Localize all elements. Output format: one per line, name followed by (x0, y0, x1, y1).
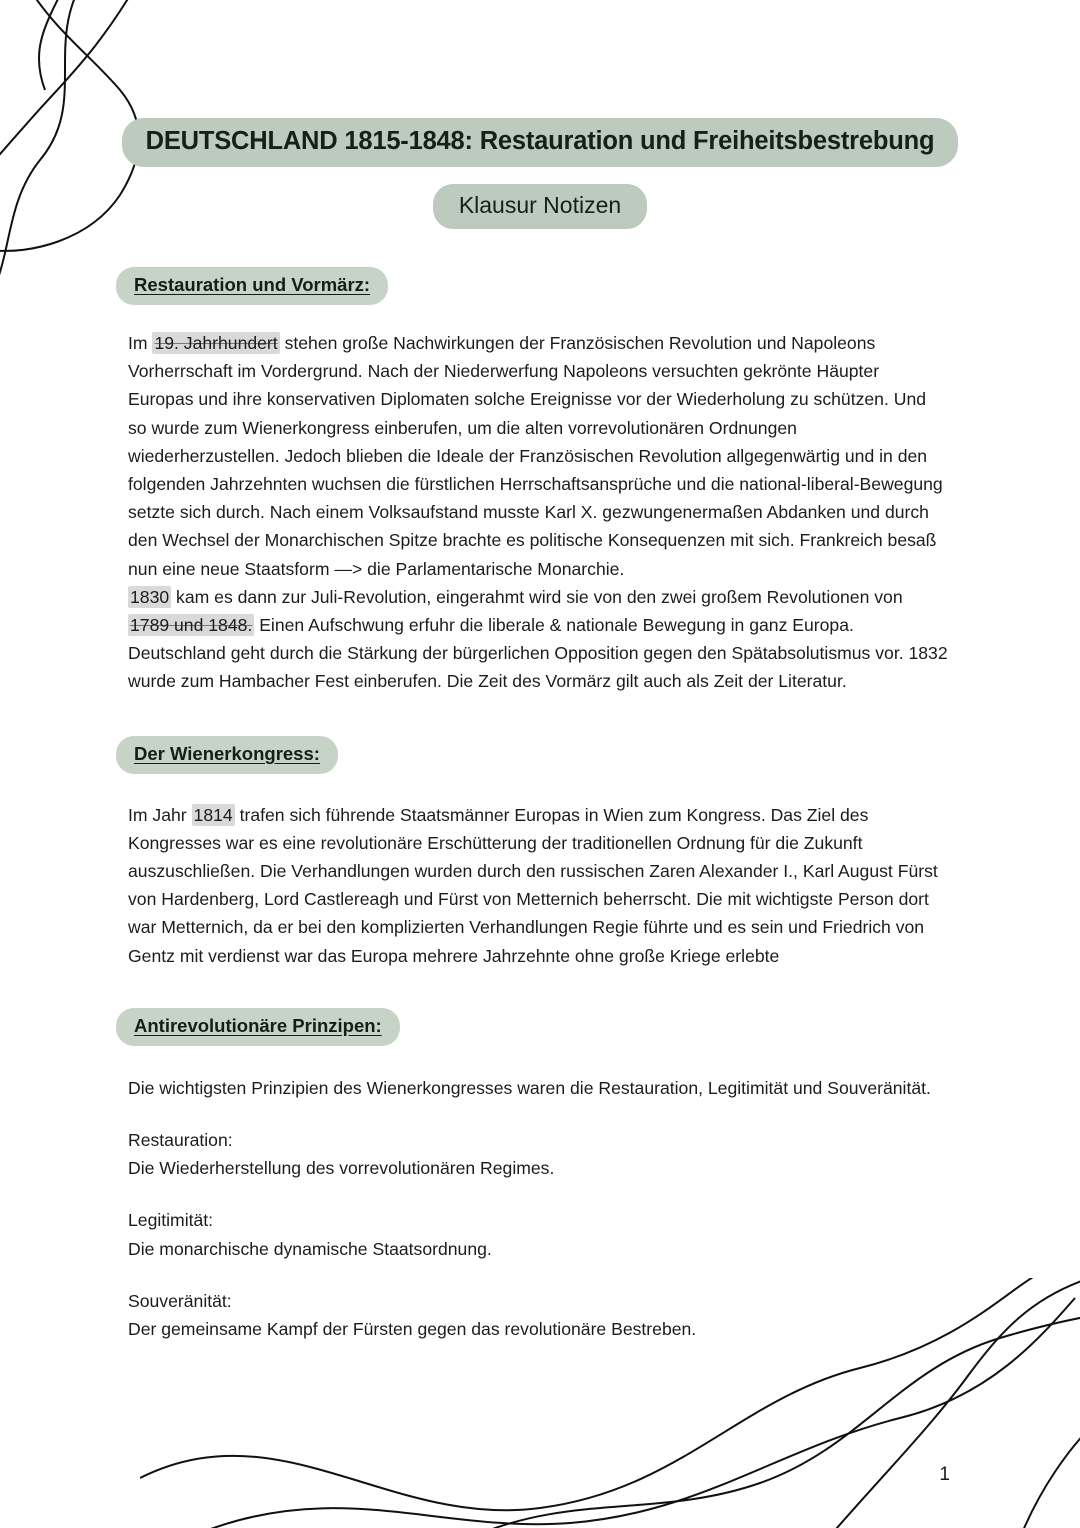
principle-restauration (128, 1126, 948, 1182)
highlight-1830: 1830 (130, 586, 170, 607)
principle-label: Legitimität: (128, 1210, 214, 1231)
page-number: 1 (939, 1464, 950, 1485)
paragraph-text-mid: kam es dann zur Juli-Revolution, eingerahmt wird sie von den zwei großem Revolutionen von (171, 586, 903, 607)
principle-souveraenitaet (128, 1287, 948, 1343)
paragraph-text-post: stehen große Nachwirkungen der Französischen Revolution und Napoleons Vorherrschaft im Vordergrund. Nach der Niederwerfung Napoleons versuchten gekrönte Häupter Europas und ihre konservativen Diplomaten solche Ereignisse vor der Wiederholung zu schützen. Und so wurde zum Wienerkongress einberufen, um die alten vorrevolutionären Ordnungen wiederherzustellen. Jedoch blieben die Ideale der Französischen Revolution allgegenwärtig und in den folgenden Jahrzehnten wuchsen die fürstlichen Herrschaftsansprüche und die national-liberal-Bewegung setzte sich durch. Nach einem Volksaufstand musste Karl X. gezwungenermaßen Abdanken und durch den Wechsel der Monarchischen Spitze brachte es politische Konsequenzen mit sich. Frankreich besaß nun eine neue Staatsform —> die Parlamentarische Monarchie. (128, 333, 943, 579)
section-heading-row-3 (116, 1008, 1080, 1046)
section-heading-restauration-vormaerz: Restauration und Vormärz: (116, 267, 388, 305)
paragraph-text-pre: Im (128, 333, 153, 353)
highlight-19-jahrhundert: 19. Jahrhundert (154, 333, 278, 353)
section-heading-wienerkongress: Der Wienerkongress: (116, 736, 338, 774)
section-3-intro: Die wichtigsten Prinzipien des Wienerkongresses waren die Restauration, Legitimität und Souveränität. (128, 1077, 931, 1098)
section-1-paragraph-2 (128, 583, 948, 696)
highlight-1814: 1814 (193, 804, 233, 825)
principle-label: Souveränität: (128, 1290, 232, 1311)
principle-label: Restauration: (128, 1130, 233, 1151)
page-subtitle: Klausur Notizen (433, 184, 647, 229)
subtitle-row (0, 184, 1080, 229)
section-heading-antirevolutionaere-prinzipen: Antirevolutionäre Prinzipen: (116, 1008, 400, 1046)
page-title: DEUTSCHLAND 1815-1848: Restauration und Freiheitsbestrebung (122, 118, 959, 167)
section-1-paragraph-1 (128, 329, 948, 583)
principle-text: Der gemeinsame Kampf der Fürsten gegen das revolutionäre Bestreben. (128, 1319, 697, 1340)
title-row (0, 118, 1080, 167)
highlight-1789-1848: 1789 und 1848. (130, 615, 253, 636)
section-heading-row-2 (116, 736, 1080, 774)
section-heading-row-1 (116, 267, 1080, 305)
principle-text: Die Wiederherstellung des vorrevolutionären Regimes. (128, 1158, 555, 1179)
section-2-paragraph (128, 801, 948, 970)
paragraph-text-pre: Im Jahr (128, 804, 192, 825)
principle-legitimitaet (128, 1206, 948, 1262)
paragraph-text-tail: Einen Aufschwung erfuhr die liberale & nationale Bewegung in ganz Europa. Deutschland geht durch die Stärkung der bürgerlichen Opposition gegen den Spätabsolutismus vor. 1832 wurde zum Hambacher Fest einberufen. Die Zeit des Vormärz gilt auch als Zeit der Literatur. (128, 615, 948, 692)
paragraph-text-post: trafen sich führende Staatsmänner Europas in Wien zum Kongress. Das Ziel des Kongresses war es eine revolutionäre Erschütterung der traditionellen Ordnung für die Zukunft auszuschließen. Die Verhandlungen wurden durch den russischen Zaren Alexander I., Karl August Fürst von Hardenberg, Lord Castlereagh und Fürst von Metternich beherrscht. Die mit wichtigste Person dort war Metternich, da er bei den komplizierten Verhandlungen Regie führte und es sein und Friedrich von Gentz mit verdienst war das Europa mehrere Jahrzehnte ohne große Kriege erlebte (128, 804, 938, 966)
principle-text: Die monarchische dynamische Staatsordnung. (128, 1238, 492, 1259)
